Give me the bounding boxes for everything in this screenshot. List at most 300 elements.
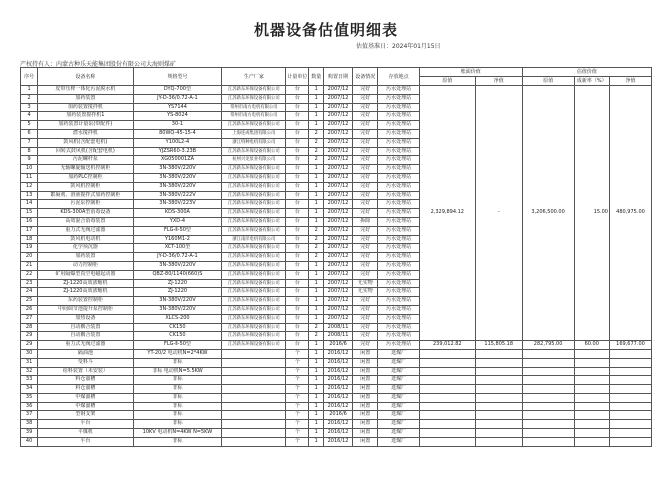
cell-seq: 39 [21,429,38,438]
cell-date: 2016/12 [324,402,353,411]
cell-qty: 2 [309,253,324,262]
cell-location: 选煤厂 [378,358,419,367]
cell-book-original-group-total: 2,329,894.12 [419,86,475,341]
cell-condition: 完好 [352,261,377,270]
cell-location: 污水处理站 [378,244,419,253]
cell-seq: 24 [21,288,38,297]
cell-date: 2016/12 [324,429,353,438]
cell-date: 2007/12 [324,209,353,218]
cell-spec: 非标 [133,358,222,367]
cell-seq: 11 [21,173,38,182]
cell-name: 化学预沉器 [38,244,133,253]
cell-date: 2007/12 [324,182,353,191]
cell-name: 高效混合消毒装置 [38,217,133,226]
cell-spec: 非标 [133,437,222,446]
cell-spec: 3N-380V/222V [133,191,222,200]
cell-book-original [419,349,475,358]
cell-manufacturer: 江苏新东环保设备有限公司 [222,314,286,323]
cell-qty: 1 [309,270,324,279]
cell-manufacturer [222,385,286,394]
cell-manufacturer: 江苏新东环保设备有限公司 [222,279,286,288]
cell-unit: 台 [286,94,309,103]
cell-location: 选煤厂 [378,429,419,438]
cell-manufacturer [222,358,286,367]
cell-seq: 15 [21,209,38,218]
cell-condition: 完好 [352,235,377,244]
cell-unit: 台 [286,332,309,341]
cell-condition: 闲置 [352,420,377,429]
cell-location: 污水处理站 [378,279,419,288]
table-row [21,420,652,429]
cell-seq: 4 [21,112,38,121]
cell-manufacturer [222,402,286,411]
table-row [21,367,652,376]
cell-location: 污水处理站 [378,182,419,191]
cell-seq: 20 [21,253,38,262]
cell-name: 中间调节池提升泵控制柜 [38,305,133,314]
cell-condition: 无实物 [352,288,377,297]
cell-qty: 2 [309,147,324,156]
cell-unit: 个 [286,402,309,411]
cell-qty: 2 [309,129,324,138]
cell-date: 2016/6 [324,341,353,350]
cell-seq: 30 [21,349,38,358]
cell-name: 平台 [38,420,133,429]
cell-manufacturer: 江苏新东环保设备有限公司 [222,121,286,130]
cell-spec: 3N-380V/220V [133,305,222,314]
cell-book-net [475,411,522,420]
cell-condition: 完好 [352,156,377,165]
cell-location: 污水处理站 [378,94,419,103]
cell-name: 自动耦合装置 [38,332,133,341]
cell-name: 鼓风机控制柜 [38,182,133,191]
cell-name: ZJ-1220高效浓缩机 [38,279,133,288]
cell-manufacturer: 江苏新东环保设备有限公司 [222,217,286,226]
cell-name: ZJ-1220高效浓缩机 [38,288,133,297]
cell-qty: 2 [309,226,324,235]
cell-manufacturer: 江苏新东环保设备有限公司 [222,305,286,314]
cell-seq: 35 [21,393,38,402]
cell-manufacturer: 江苏新东环保设备有限公司 [222,226,286,235]
cell-name: KDS-300A型消毒设备 [38,209,133,218]
cell-spec: CK150 [133,323,222,332]
cell-qty: 1 [309,297,324,306]
cell-spec: 3N-380V/223V [133,200,222,209]
table-row [21,385,652,394]
cell-unit: 台 [286,341,309,350]
cell-location: 选煤厂 [378,402,419,411]
cell-qty: 1 [309,341,324,350]
cell-condition: 完好 [352,305,377,314]
cell-seq: 36 [21,402,38,411]
cell-seq: 9 [21,156,38,165]
cell-seq: 2 [21,94,38,103]
cell-unit: 台 [286,297,309,306]
cell-condition: 闲置 [352,349,377,358]
cell-book-net [475,385,522,394]
cell-spec: 3N-380V/220V [133,297,222,306]
cell-condition: 完好 [352,173,377,182]
cell-book-net [475,358,522,367]
cell-eval-original [522,349,574,358]
cell-name: 鼓风机(含配套电机) [38,138,133,147]
cell-unit: 台 [286,305,309,314]
cell-condition: 完好 [352,341,377,350]
cell-manufacturer: 江苏新东环保设备有限公司 [222,173,286,182]
cell-location: 污水处理站 [378,332,419,341]
cell-unit: 台 [286,173,309,182]
cell-qty: 1 [309,385,324,394]
cell-date: 2008/11 [324,323,353,332]
cell-spec: 非标 电动机N=5.5KW [133,367,222,376]
cell-spec: KDS-300A [133,209,222,218]
cell-manufacturer [222,376,286,385]
cell-condition: 闲置 [352,358,377,367]
cell-eval-net [609,358,651,367]
cell-name: 回转式鼓风机(含配套电机) [38,147,133,156]
cell-eval-original [522,411,574,420]
cell-manufacturer: 江苏新东环保设备有限公司 [222,244,286,253]
cell-date: 2016/12 [324,367,353,376]
cell-name: 重力式无阀过滤器 [38,226,133,235]
cell-name: 加药PLC控制柜 [38,173,133,182]
cell-seq: 14 [21,200,38,209]
cell-unit: 个 [286,437,309,446]
cell-book-original [419,393,475,402]
cell-name: 料仓溜槽 [38,376,133,385]
cell-book-net [475,393,522,402]
cell-condition: 完好 [352,182,377,191]
cell-qty: 1 [309,121,324,130]
cell-eval-original-group-total: 3,206,500.00 [522,86,574,341]
cell-manufacturer: 江苏新东环保设备有限公司 [222,341,286,350]
cell-unit: 台 [286,244,309,253]
cell-qty: 1 [309,358,324,367]
cell-seq: 18 [21,235,38,244]
cell-book-original [419,358,475,367]
table-row [21,411,652,420]
cell-spec: QBZ-80/1140(660)S [133,270,222,279]
cell-unit: 台 [286,129,309,138]
cell-unit: 台 [286,112,309,121]
cell-eval-net: 169,677.00 [609,341,651,350]
cell-eval-net [609,437,651,446]
cell-eval-net [609,420,651,429]
cell-date: 2007/12 [324,156,353,165]
cell-unit: 台 [286,261,309,270]
col-eval-value: 估值价值 [522,68,651,77]
cell-location: 污水处理站 [378,173,419,182]
cell-location: 污水处理站 [378,156,419,165]
cell-name: 潜水搅拌机 [38,129,133,138]
cell-name: 加药装置计量泵(带配件) [38,121,133,130]
cell-date: 2016/12 [324,437,353,446]
cell-date: 2016/12 [324,385,353,394]
cell-date: 2007/12 [324,261,353,270]
cell-condition: 完好 [352,200,377,209]
cell-unit: 台 [286,217,309,226]
cell-location: 污水处理站 [378,297,419,306]
cell-location: 选煤厂 [378,367,419,376]
cell-name: 受料斗 [38,358,133,367]
cell-book-original [419,420,475,429]
cell-name: 东药装置控制柜 [38,297,133,306]
cell-unit: 台 [286,270,309,279]
cell-name: 污泥螺杆泵 [38,156,133,165]
cell-condition: 完好 [352,165,377,174]
cell-name: 加药装置 [38,253,133,262]
cell-spec: Y160M1-2 [133,235,222,244]
cell-seq: 34 [21,385,38,394]
cell-location: 污水处理站 [378,270,419,279]
cell-qty: 1 [309,200,324,209]
cell-newness-rate [574,349,609,358]
cell-location: 污水处理站 [378,305,419,314]
cell-seq: 25 [21,297,38,306]
cell-book-net [475,402,522,411]
cell-qty: 1 [309,182,324,191]
cell-book-net-group-total: - [475,86,522,341]
cell-newness-rate: 60.00 [574,341,609,350]
cell-location: 污水处理站 [378,253,419,262]
cell-condition: 完好 [352,138,377,147]
cell-location: 污水处理站 [378,217,419,226]
cell-location: 污水处理站 [378,261,419,270]
cell-name: 给料装置（未安装） [38,367,133,376]
cell-name: 型钢支架 [38,411,133,420]
cell-location: 污水处理站 [378,323,419,332]
cell-qty: 1 [309,279,324,288]
cell-spec: 非标 [133,420,222,429]
base-date: 估值基准日：2024年01月15日 [356,43,441,50]
cell-qty: 1 [309,173,324,182]
cell-spec: JY-D-36/0.72-A-1 [133,94,222,103]
cell-qty: 1 [309,376,324,385]
cell-qty: 1 [309,165,324,174]
cell-spec: 30-1 [133,121,222,130]
cell-eval-original [522,393,574,402]
cell-seq: 38 [21,420,38,429]
cell-location: 污水处理站 [378,112,419,121]
cell-unit: 个 [286,429,309,438]
cell-date: 2007/12 [324,270,353,279]
cell-date: 2007/12 [324,103,353,112]
cell-location: 污水处理站 [378,86,419,95]
cell-date: 2007/12 [324,121,353,130]
cell-unit: 台 [286,235,309,244]
cell-manufacturer: 江苏新东环保设备有限公司 [222,182,286,191]
cell-spec: JY-D-36/0.72-A-1 [133,253,222,262]
col-eval-original: 原值 [522,77,574,86]
cell-newness-rate [574,385,609,394]
cell-unit: 台 [286,138,309,147]
cell-date: 2007/12 [324,288,353,297]
col-date: 购置日期 [324,68,353,86]
cell-unit: 台 [286,253,309,262]
asset-table [20,67,652,447]
cell-manufacturer: 江苏新东环保设备有限公司 [222,191,286,200]
cell-qty: 1 [309,86,324,95]
cell-location: 污水处理站 [378,341,419,350]
cell-manufacturer: 浙江南洋电机有限公司 [222,235,286,244]
cell-location: 污水处理站 [378,165,419,174]
cell-eval-original [522,420,574,429]
cell-condition: 完好 [352,226,377,235]
cell-unit: 台 [286,86,309,95]
cell-condition: 完好 [352,112,377,121]
cell-date: 2016/12 [324,393,353,402]
cell-condition: 闲置 [352,402,377,411]
cell-spec: 非标 [133,402,222,411]
cell-name: 重力式无阀过滤器 [38,341,133,350]
cell-manufacturer: 江苏新东环保设备有限公司 [222,86,286,95]
cell-seq: 19 [21,244,38,253]
col-newness-rate: 成新率（%） [574,77,609,86]
cell-condition: 完好 [352,323,377,332]
cell-seq: 16 [21,217,38,226]
cell-manufacturer [222,429,286,438]
cell-qty: 2 [309,138,324,147]
cell-name: 平台 [38,437,133,446]
cell-newness-rate [574,411,609,420]
cell-qty: 1 [309,367,324,376]
col-eval-net: 净值 [609,77,651,86]
cell-location: 污水处理站 [378,314,419,323]
cell-spec: CK150 [133,332,222,341]
cell-name: 加药装置 [38,94,133,103]
cell-location: 选煤厂 [378,411,419,420]
cell-spec: 3N-380V/220V [133,165,222,174]
cell-date: 2007/12 [324,253,353,262]
table-row [21,402,652,411]
cell-manufacturer: 江苏新东环保设备有限公司 [222,209,286,218]
col-location: 存放地点 [378,68,419,86]
cell-spec: 非标 [133,385,222,394]
cell-manufacturer: 常州市南方电机有限公司 [222,103,286,112]
cell-book-net [475,437,522,446]
cell-manufacturer: 江苏新东环保设备有限公司 [222,323,286,332]
cell-location: 污水处理站 [378,191,419,200]
cell-location: 污水处理站 [378,138,419,147]
cell-seq: 27 [21,314,38,323]
cell-name: 絮凝剂、溶液搅拌式加药控制柜 [38,191,133,200]
cell-seq: 26 [21,305,38,314]
cell-date: 2007/12 [324,297,353,306]
cell-condition: 完好 [352,191,377,200]
cell-eval-original [522,429,574,438]
col-book-value: 账面价值 [419,68,522,77]
cell-date: 2007/12 [324,94,353,103]
cell-condition: 完好 [352,86,377,95]
cell-unit: 台 [286,323,309,332]
cell-qty: 1 [309,305,324,314]
cell-condition: 拆除 [352,217,377,226]
cell-name: 鼓风机电动机 [38,235,133,244]
cell-spec: FLG-Ⅱ-50型 [133,226,222,235]
cell-newness-rate [574,367,609,376]
cell-seq: 1 [21,86,38,95]
cell-date: 2007/12 [324,147,353,156]
cell-manufacturer [222,420,286,429]
cell-condition: 闲置 [352,376,377,385]
cell-location: 污水处理站 [378,235,419,244]
cell-unit: 个 [286,420,309,429]
cell-book-original: 239,012.82 [419,341,475,350]
cell-eval-original: 282,795.00 [522,341,574,350]
cell-manufacturer: 江苏新东环保设备有限公司 [222,253,286,262]
col-manufacturer: 生产厂家 [222,68,286,86]
cell-qty: 1 [309,191,324,200]
cell-location: 选煤厂 [378,349,419,358]
cell-unit: 个 [286,393,309,402]
cell-date: 2016/12 [324,349,353,358]
cell-spec: Y100L2-4 [133,138,222,147]
cell-name: 隔油池 [38,349,133,358]
cell-spec: XCT-100型 [133,244,222,253]
cell-eval-net [609,367,651,376]
cell-condition: 闲置 [352,411,377,420]
cell-qty: 2 [309,244,324,253]
cell-spec: XLCS-200 [133,314,222,323]
cell-newness-rate [574,376,609,385]
cell-qty: 2 [309,235,324,244]
cell-qty: 1 [309,112,324,121]
cell-book-original [419,402,475,411]
cell-spec: 非标 [133,411,222,420]
cell-newness-rate [574,393,609,402]
cell-seq: 8 [21,147,38,156]
cell-location: 选煤厂 [378,385,419,394]
cell-date: 2016/12 [324,420,353,429]
cell-book-net [475,349,522,358]
cell-location: 污水处理站 [378,147,419,156]
cell-book-net [475,420,522,429]
col-condition: 设备情况 [352,68,377,86]
table-row [21,349,652,358]
cell-newness-rate-group-total: 15.00 [574,86,609,341]
cell-qty: 1 [309,429,324,438]
cell-newness-rate [574,402,609,411]
cell-qty: 1 [309,288,324,297]
cell-seq: 23 [21,279,38,288]
cell-name: 平煤机 [38,429,133,438]
cell-name: 污泥泵控制柜 [38,200,133,209]
cell-manufacturer: 上海连成集团有限公司 [222,129,286,138]
col-qty: 数量 [309,68,324,86]
cell-manufacturer [222,393,286,402]
cell-spec: 80WQ-45-15-4 [133,129,222,138]
cell-manufacturer: 江苏新东环保设备有限公司 [222,200,286,209]
cell-name: 加药装置搅拌机1 [38,112,133,121]
cell-location: 选煤厂 [378,393,419,402]
table-row [21,437,652,446]
cell-date: 2007/12 [324,305,353,314]
cell-unit: 台 [286,165,309,174]
col-unit: 计量单位 [286,68,309,86]
cell-condition: 完好 [352,297,377,306]
cell-manufacturer [222,437,286,446]
cell-date: 2007/12 [324,314,353,323]
cell-condition: 闲置 [352,393,377,402]
cell-name: 无轴螺旋输送机控制柜 [38,165,133,174]
cell-date: 2007/12 [324,279,353,288]
cell-unit: 个 [286,358,309,367]
cell-eval-net [609,376,651,385]
page-title: 机器设备估值明细表 [253,21,398,39]
cell-date: 2007/12 [324,112,353,121]
cell-location: 污水处理站 [378,226,419,235]
cell-book-original [419,437,475,446]
